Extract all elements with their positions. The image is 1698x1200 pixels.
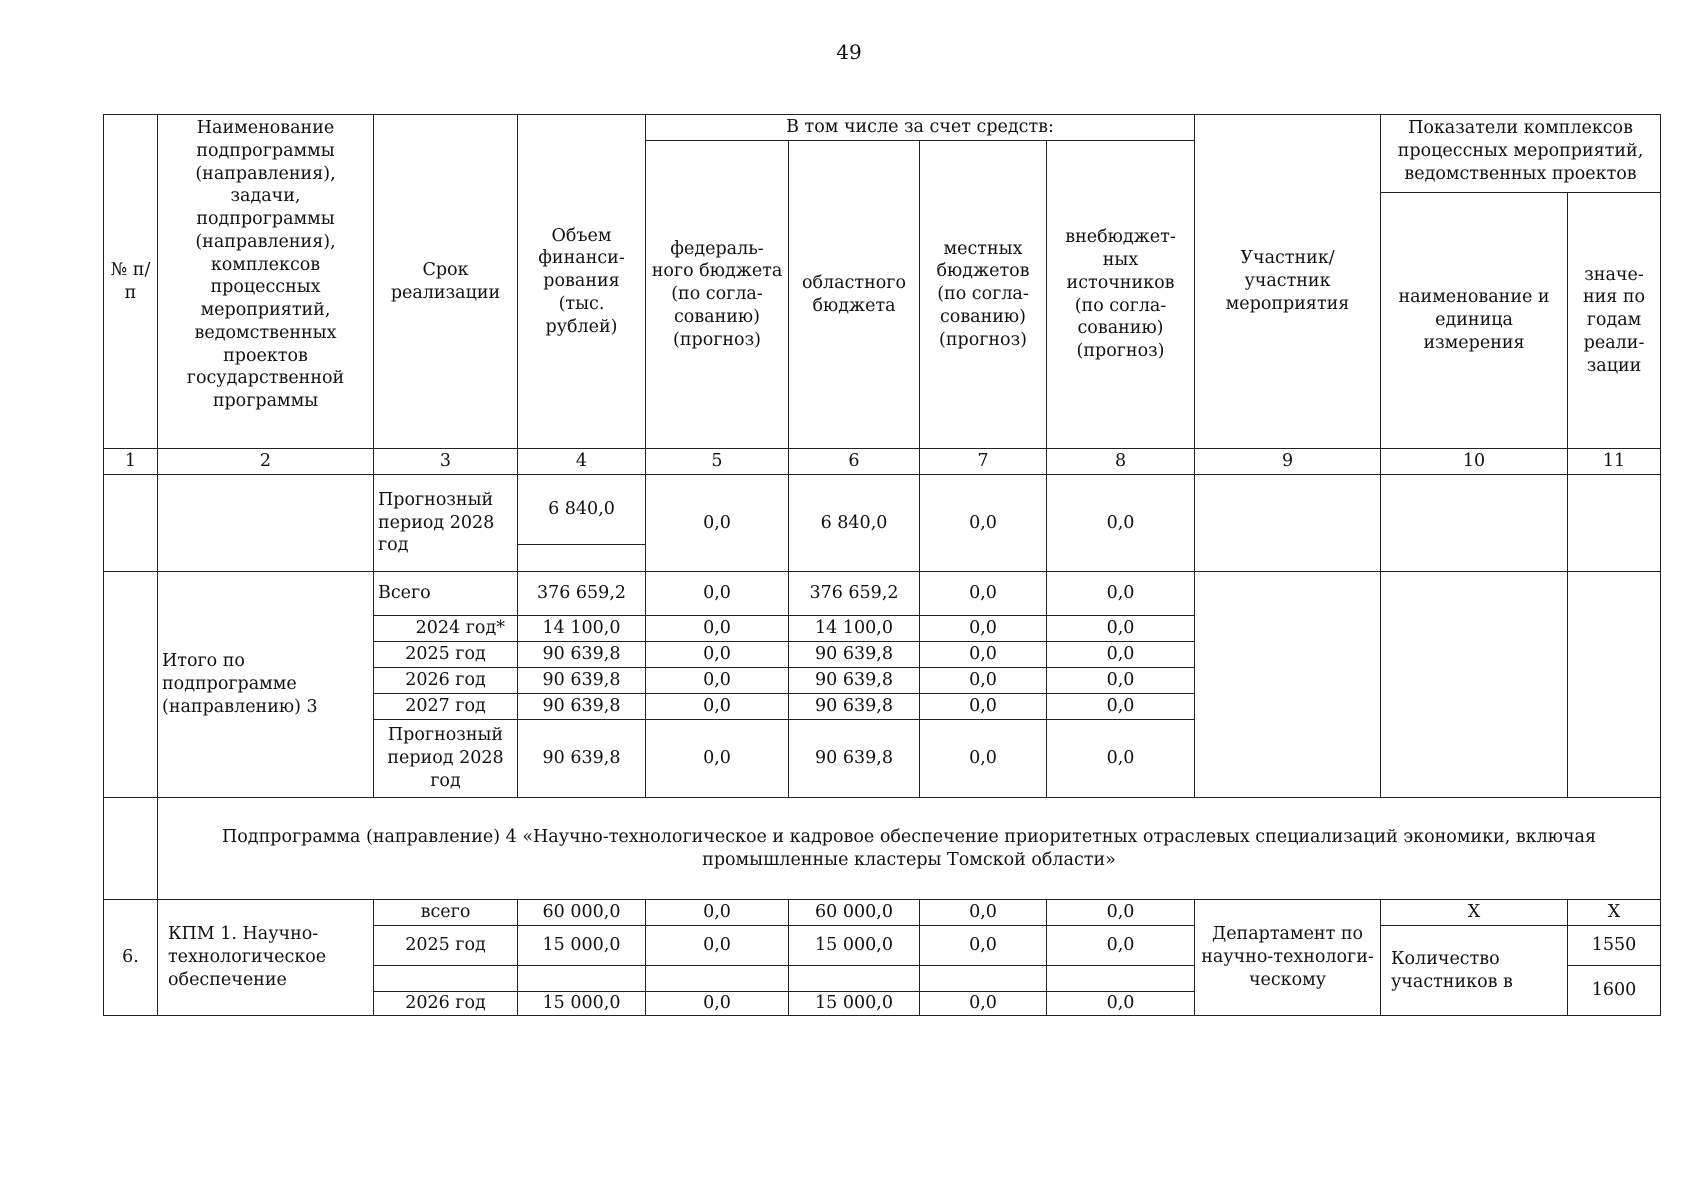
header-row-1 [104, 115, 1661, 141]
block2-term: 2024 год* [374, 616, 518, 642]
col-number: 1 [104, 449, 158, 475]
block3-local: 0,0 [920, 926, 1047, 966]
block3-empty [374, 966, 518, 992]
block2-extra: 0,0 [1047, 720, 1195, 798]
block1-participant [1195, 475, 1381, 572]
col-number: 6 [789, 449, 920, 475]
block2-volume: 376 659,2 [518, 572, 646, 616]
block2-local: 0,0 [920, 720, 1047, 798]
block2-term: 2025 год [374, 642, 518, 668]
block2-federal: 0,0 [646, 616, 789, 642]
block3-empty [789, 966, 920, 992]
col-number: 2 [158, 449, 374, 475]
block2-extra: 0,0 [1047, 668, 1195, 694]
block3-name: КПМ 1. Научно-технологическое обеспечение [158, 900, 374, 1016]
block2-extra: 0,0 [1047, 642, 1195, 668]
col-number: 5 [646, 449, 789, 475]
block2-term: Всего [374, 572, 518, 616]
block3-indicator-name: Количество участников в [1381, 926, 1568, 1016]
header-indicators: Показатели комплексов процессных мероприятий, ведомственных проектов [1381, 115, 1661, 193]
block2-term: 2027 год [374, 694, 518, 720]
block2-local: 0,0 [920, 642, 1047, 668]
block2-extra: 0,0 [1047, 572, 1195, 616]
block2-federal: 0,0 [646, 668, 789, 694]
block2-regional: 90 639,8 [789, 668, 920, 694]
block2-regional: 90 639,8 [789, 694, 920, 720]
block2-regional: 90 639,8 [789, 642, 920, 668]
block2-extra: 0,0 [1047, 694, 1195, 720]
block2-volume: 14 100,0 [518, 616, 646, 642]
block2-local: 0,0 [920, 616, 1047, 642]
block2-ind-name [1381, 572, 1568, 798]
block3-volume: 15 000,0 [518, 926, 646, 966]
block3-ind-name: Х [1381, 900, 1568, 926]
block2-term: Прогнозный период 2028 год [374, 720, 518, 798]
col-number: 11 [1568, 449, 1661, 475]
block3-empty [920, 966, 1047, 992]
budget-table [103, 114, 1661, 1016]
block3-term: 2026 год [374, 992, 518, 1016]
col-number: 10 [1381, 449, 1568, 475]
block2-local: 0,0 [920, 694, 1047, 720]
block1-row [104, 475, 1661, 545]
header-name: Наименование подпрограммы (направления), задачи, подпрограммы (направления), комплексов процессных мероприятий, ведомственных проектов государственной программы [158, 115, 374, 449]
col-number: 8 [1047, 449, 1195, 475]
block3-empty [646, 966, 789, 992]
block3-empty [518, 966, 646, 992]
block2-local: 0,0 [920, 668, 1047, 694]
block2-local: 0,0 [920, 572, 1047, 616]
block1-volume: 6 840,0 [518, 475, 646, 545]
table-row [104, 572, 1661, 616]
block3-term: 2025 год [374, 926, 518, 966]
block3-extra: 0,0 [1047, 926, 1195, 966]
block3-local: 0,0 [920, 900, 1047, 926]
block3-regional: 15 000,0 [789, 926, 920, 966]
block2-regional: 90 639,8 [789, 720, 920, 798]
header-participant: Участник/ участник мероприятия [1195, 115, 1381, 449]
block2-name: Итого по подпрограмме (направлению) 3 [158, 572, 374, 798]
header-extrabudget: внебюджет-ных источников (по согла-сованию) (прогноз) [1047, 141, 1195, 449]
block3-ind-value: Х [1568, 900, 1661, 926]
header-term: Срок реализации [374, 115, 518, 449]
block3-federal: 0,0 [646, 900, 789, 926]
col-number: 9 [1195, 449, 1381, 475]
block3-ind-value: 1550 [1568, 926, 1661, 966]
block3-federal: 0,0 [646, 992, 789, 1016]
block2-volume: 90 639,8 [518, 668, 646, 694]
block3-volume: 60 000,0 [518, 900, 646, 926]
block2-extra: 0,0 [1047, 616, 1195, 642]
block2-no [104, 572, 158, 798]
block3-volume: 15 000,0 [518, 992, 646, 1016]
header-no: № п/п [104, 115, 158, 449]
subprogram-title-row [104, 798, 1661, 900]
header-regional: областного бюджета [789, 141, 920, 449]
block3-federal: 0,0 [646, 926, 789, 966]
block3-term: всего [374, 900, 518, 926]
block3-participant: Департамент по научно-технологи-ческому [1195, 900, 1381, 1016]
block1-extra: 0,0 [1047, 475, 1195, 572]
page-number: 49 [836, 40, 862, 64]
block2-participant [1195, 572, 1381, 798]
block2-federal: 0,0 [646, 572, 789, 616]
block1-volume-empty [518, 545, 646, 572]
block1-name [158, 475, 374, 572]
block3-empty [1047, 966, 1195, 992]
block3-regional: 60 000,0 [789, 900, 920, 926]
subprogram-no [104, 798, 158, 900]
block3-no: 6. [104, 900, 158, 1016]
block2-volume: 90 639,8 [518, 642, 646, 668]
subprogram-title: Подпрограмма (направление) 4 «Научно-технологическое и кадровое обеспечение приоритетных отраслевых специализаций экономики, включая промышленные кластеры Томской области» [158, 798, 1661, 900]
block3-ind-value: 1600 [1568, 966, 1661, 1016]
block3-extra: 0,0 [1047, 900, 1195, 926]
header-local: местных бюджетов (по согла-сованию) (прогноз) [920, 141, 1047, 449]
block1-ind-name [1381, 475, 1568, 572]
block1-ind-value [1568, 475, 1661, 572]
block3-regional: 15 000,0 [789, 992, 920, 1016]
header-including: В том числе за счет средств: [646, 115, 1195, 141]
block2-volume: 90 639,8 [518, 720, 646, 798]
table-row [104, 900, 1661, 926]
header-federal: федераль-ного бюджета (по согла-сованию) (прогноз) [646, 141, 789, 449]
block2-term: 2026 год [374, 668, 518, 694]
block1-regional: 6 840,0 [789, 475, 920, 572]
col-number: 4 [518, 449, 646, 475]
column-numbers-row [104, 449, 1661, 475]
block2-ind-value [1568, 572, 1661, 798]
block2-federal: 0,0 [646, 642, 789, 668]
block2-volume: 90 639,8 [518, 694, 646, 720]
header-volume: Объем финанси-рования (тыс. рублей) [518, 115, 646, 449]
block1-term: Прогнозный период 2028 год [374, 475, 518, 572]
header-indicator-name: наименование и единица измерения [1381, 193, 1568, 449]
col-number: 3 [374, 449, 518, 475]
block3-local: 0,0 [920, 992, 1047, 1016]
block1-federal: 0,0 [646, 475, 789, 572]
block2-federal: 0,0 [646, 720, 789, 798]
block2-regional: 376 659,2 [789, 572, 920, 616]
header-indicator-values: значе-ния по годам реали-зации [1568, 193, 1661, 449]
block3-extra: 0,0 [1047, 992, 1195, 1016]
block2-federal: 0,0 [646, 694, 789, 720]
block2-regional: 14 100,0 [789, 616, 920, 642]
col-number: 7 [920, 449, 1047, 475]
block1-no [104, 475, 158, 572]
block1-local: 0,0 [920, 475, 1047, 572]
